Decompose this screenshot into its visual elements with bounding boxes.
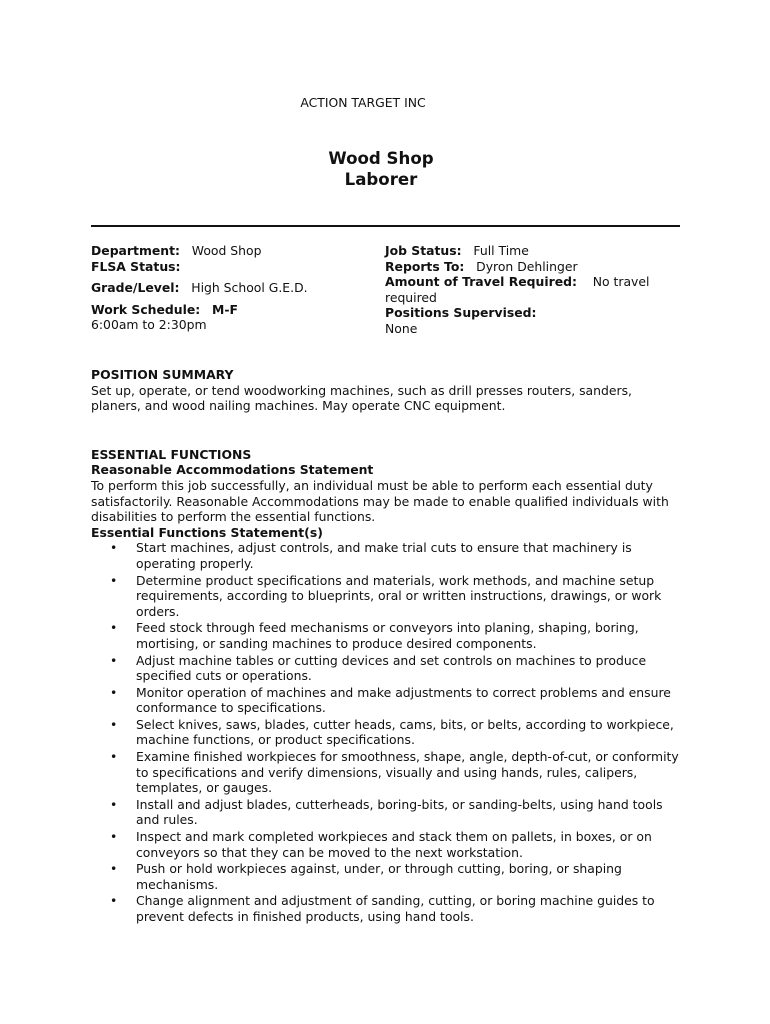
bullet-icon: • [110,829,118,845]
list-item: • Monitor operation of machines and make adjustments to correct problems and ensure conformance to specifications. [110,684,671,716]
flsa-field [91,259,371,275]
accommodations-text: To perform this job successfully, an individual must be able to perform each essential duty satisfactorily. Reasonable Accommodations may be made to enable qualified individuals with disabilities to perform the essential functions. [91,477,669,525]
list-item: • Adjust machine tables or cutting devices and set controls on machines to produce specified cuts or operations. [110,652,647,684]
essential-functions-list [91,540,681,924]
reports-to-value: Dyron Dehlinger [476,258,578,274]
travel-label: Amount of Travel Required: [385,274,577,290]
bullet-icon: • [110,796,118,812]
position-summary-heading: POSITION SUMMARY [91,367,234,382]
list-item: • Select knives, saws, blades, cutter heads, cams, bits, or belts, according to workpiece, machine functions, or product specifications. [110,716,674,748]
grade-label: Grade/Level: [91,280,180,296]
supervised-field [385,305,680,321]
bullet-icon: • [110,716,118,732]
travel-value: No travel required [385,274,650,305]
job-status-label: Job Status: [385,243,462,258]
functions-statements-heading: Essential Functions Statement(s) [91,524,323,540]
schedule-hours: 6:00am to 2:30pm [91,317,207,333]
position-summary-text: Set up, operate, or tend woodworking machines, such as drill presses routers, sanders, planers, and wood nailing machines. May operate CNC equipment. [91,382,632,414]
accommodations-heading: Reasonable Accommodations Statement [91,462,374,478]
travel-field [385,274,680,305]
bullet-icon: • [110,861,118,877]
list-item: • Feed stock through feed mechanisms or conveyors into planing, shaping, boring, mortising, or sanding machines to produce desired components. [110,620,639,651]
bullet-icon: • [110,893,118,909]
list-item: • Inspect and mark completed workpieces and stack them on pallets, in boxes, or on conveyors so that they can be moved to the next workstation. [110,829,652,860]
department-value: Wood Shop [191,243,262,258]
job-status-field [385,243,680,259]
schedule-label: Work Schedule: [91,301,201,317]
reports-to-field [385,259,680,275]
department-field [91,243,371,259]
grade-field [91,280,371,296]
job-title-line-1: Wood Shop [328,149,434,168]
list-item: • Examine finished workpieces for smoothness, shape, angle, depth-of-cut, or conformity to specifications and verify dimensions, visually and using hands, rules, calipers, templates, or gauges. [110,749,679,796]
bullet-icon: • [110,652,118,668]
bullet-icon: • [110,684,118,700]
bullet-icon: • [110,620,118,636]
flsa-label: FLSA Status: [91,258,181,274]
list-item: • Push or hold workpieces against, under, or through cutting, boring, or shaping mechanisms. [110,861,622,892]
department-label: Department: [91,243,180,258]
company-name: ACTION TARGET INC [300,95,426,110]
list-item: • Determine product specifications and materials, work methods, and machine setup requirements, according to blueprints, oral or written instructions, drawings, or work orders. [110,572,662,619]
supervised-label: Positions Supervised: [385,305,537,321]
schedule-value: M-F [212,301,238,317]
bullet-icon: • [110,540,118,556]
bullet-icon: • [110,572,118,588]
job-title-line-2: Laborer [344,170,418,189]
list-item: • Start machines, adjust controls, and make trial cuts to ensure that machinery is operating properly. [110,540,632,571]
essential-functions-heading: ESSENTIAL FUNCTIONS [91,446,252,462]
reports-to-label: Reports To: [385,258,465,274]
job-title [0,148,762,190]
grade-value: High School G.E.D. [191,280,308,296]
job-status-value: Full Time [473,243,529,258]
supervised-value: None [385,320,418,336]
document-body [91,367,681,926]
schedule-field [91,302,371,318]
job-details-right [385,243,680,337]
bullet-icon: • [110,749,118,765]
job-details-left [91,243,371,333]
list-item: • Install and adjust blades, cutterheads, boring-bits, or sanding-belts, using hand tools and rules. [110,796,663,828]
header-divider [91,225,680,227]
list-item: • Change alignment and adjustment of sanding, cutting, or boring machine guides to prevent defects in finished products, using hand tools. [110,893,655,924]
